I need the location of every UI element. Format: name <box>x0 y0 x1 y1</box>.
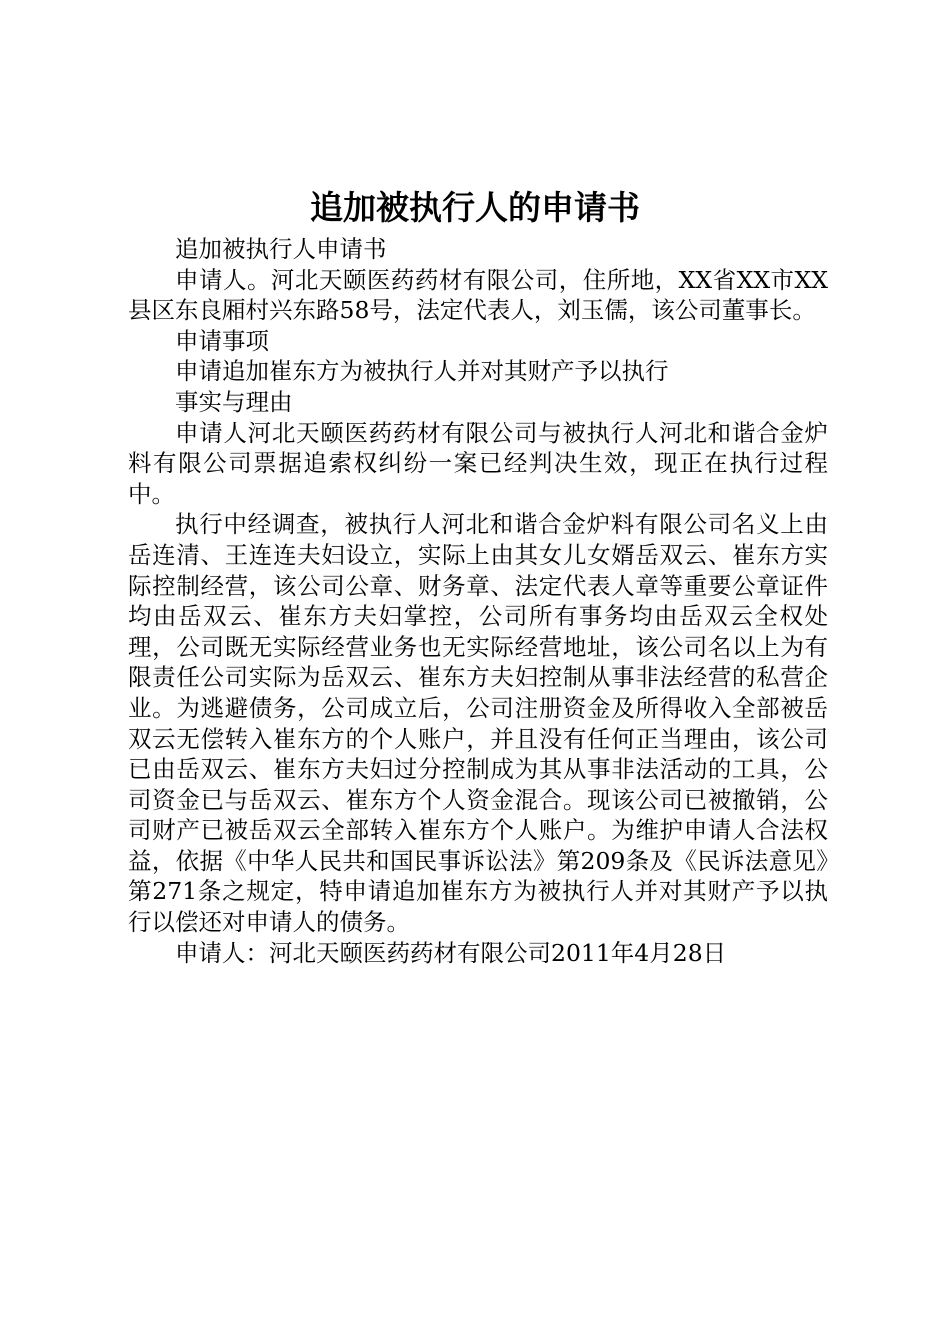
document-body <box>128 234 828 968</box>
investigation-paragraph: 执行中经调查，被执行人河北和谐合金炉料有限公司名义上由岳连清、王连连夫妇设立，实际上由其女儿女婿岳双云、崔东方实际控制经营，该公司公章、财务章、法定代表人章等重要公章证件均由岳双云、崔东方夫妇掌控，公司所有事务均由岳双云全权处理，公司既无实际经营业务也无实际经营地址，该公司名以上为有限责任公司实际为岳双云、崔东方夫妇控制从事非法经营的私营企业。为逃避债务，公司成立后，公司注册资金及所得收入全部被岳双云无偿转入崔东方的个人账户，并且没有任何正当理由，该公司已由岳双云、崔东方夫妇过分控制成为其从事非法活动的工具，公司资金已与岳双云、崔东方个人资金混合。现该公司已被撤销，公司财产已被岳双云全部转入崔东方个人账户。为维护申请人合法权益，依据《中华人民共和国民事诉讼法》第209条及《民诉法意见》第271条之规定，特申请追加崔东方为被执行人并对其财产予以执行以偿还对申请人的债务。 <box>128 510 828 937</box>
request-paragraph: 申请追加崔东方为被执行人并对其财产予以执行 <box>175 357 669 386</box>
facts-paragraph: 申请人河北天颐医药药材有限公司与被执行人河北和谐合金炉料有限公司票据追索权纠纷一案已经判决生效，现正在执行过程中。 <box>128 418 828 508</box>
applicant-paragraph: 申请人。河北天颐医药药材有限公司，住所地，XX省XX市XX县区东良厢村兴东路58号，法定代表人，刘玉儒，该公司董事长。 <box>128 265 828 325</box>
facts-heading: 事实与理由 <box>175 387 293 416</box>
document-title: 追加被执行人的申请书 <box>310 188 640 227</box>
signature-paragraph: 申请人：河北天颐医药药材有限公司2011年4月28日 <box>175 938 727 967</box>
subtitle-paragraph: 追加被执行人申请书 <box>175 235 387 263</box>
request-heading: 申请事项 <box>175 326 269 355</box>
